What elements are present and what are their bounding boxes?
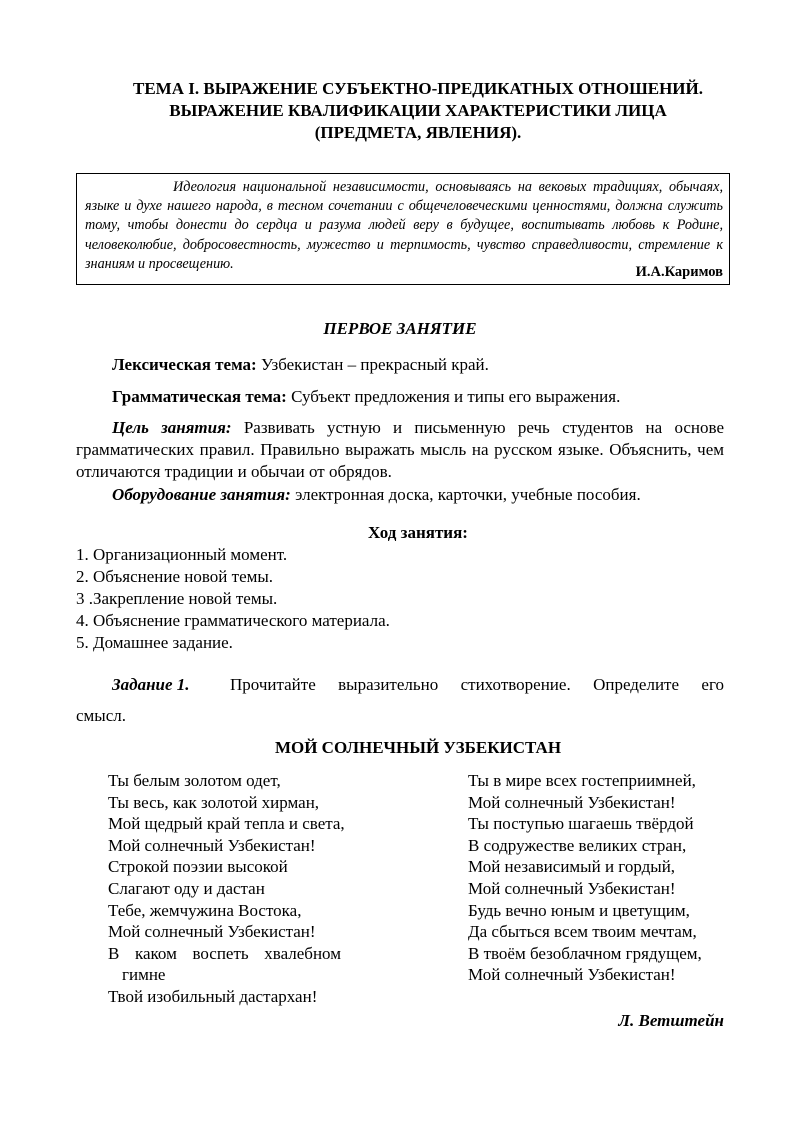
lesson-title: ПЕРВОЕ ЗАНЯТИЕ <box>323 319 477 338</box>
poem-line: Ты весь, как золотой хирман, <box>108 792 320 812</box>
lesson-equipment-value: электронная доска, карточки, учебные пособия. <box>290 485 641 504</box>
lesson-equipment <box>112 484 641 506</box>
grammar-topic-label: Грамматическая тема: <box>112 387 287 406</box>
lexical-topic-label: Лексическая тема: <box>112 355 257 374</box>
poem-line: Да сбыться всем твоим мечтам, <box>468 922 697 942</box>
poem-author: Л. Ветштейн <box>618 1011 724 1030</box>
poem-line: Тебе, жемчужина Востока, <box>108 900 302 920</box>
poem-line: Мой солнечный Узбекистан! <box>468 965 676 985</box>
poem-line: Мой солнечный Узбекистан! <box>108 835 316 855</box>
poem-line: Мой солнечный Узбекистан! <box>468 792 676 812</box>
poem-line: Мой независимый и гордый, <box>468 857 676 877</box>
course-list-item: 1. Организационный момент. <box>76 545 288 564</box>
lesson-goal-label: Цель занятия: <box>112 418 232 437</box>
task1-line1 <box>112 674 724 696</box>
topic-heading-line-1: ТЕМА I. ВЫРАЖЕНИЕ СУБЪЕКТНО-ПРЕДИКАТНЫХ ОТНОШЕНИЙ. <box>133 79 703 98</box>
topic-heading-line-2: ВЫРАЖЕНИЕ КВАЛИФИКАЦИИ ХАРАКТЕРИСТИКИ ЛИЦА <box>169 101 667 120</box>
topic-heading <box>60 78 776 144</box>
course-list-item: 5. Домашнее задание. <box>76 633 233 652</box>
poem-line: Мой солнечный Узбекистан! <box>468 878 676 898</box>
course-list-item: 4. Объяснение грамматического материала. <box>76 611 390 630</box>
topic-heading-line-3: (ПРЕДМЕТА, ЯВЛЕНИЯ). <box>314 123 522 142</box>
poem-line: В твоём безоблачном грядущем, <box>468 943 702 963</box>
task1-line2: смысл. <box>76 706 127 725</box>
poem-line: Ты белым золотом одет, <box>108 771 281 790</box>
poem-title: МОЙ СОЛНЕЧНЫЙ УЗБЕКИСТАН <box>274 738 562 757</box>
course-title: Ход занятия: <box>368 523 468 542</box>
poem-line: Будь вечно юным и цветущим, <box>468 900 690 920</box>
task1-text: Прочитайте выразительно стихотворение. Определите его <box>230 675 724 694</box>
poem-left-column <box>108 770 345 1008</box>
grammar-topic <box>112 386 620 408</box>
poem-line: Мой щедрый край тепла и света, <box>108 814 345 834</box>
lesson-goal-value: Развивать устную и письменную речь студентов на основе грамматических правил. Правильно выражать мысль на русском языке. Объяснить, чем отличаются традиции и обычаи от обрядов. <box>76 418 725 481</box>
poem-line: Мой солнечный Узбекистан! <box>108 922 316 942</box>
lesson-equipment-label: Оборудование занятия: <box>112 485 291 504</box>
course-list-item: 2. Объяснение новой темы. <box>76 567 274 586</box>
poem-line: гимне <box>122 965 166 985</box>
lexical-topic-value: Узбекистан – прекрасный край. <box>256 355 489 374</box>
poem-line: Твой изобильный дастархан! <box>108 986 318 1006</box>
epigraph-author: И.А.Каримов <box>635 264 723 280</box>
task1-label: Задание 1. <box>112 675 190 694</box>
lexical-topic <box>112 354 489 376</box>
lesson-goal <box>76 417 724 483</box>
course-list-item: 3 .Закрепление новой темы. <box>76 589 278 608</box>
poem-line: В каком воспеть хвалебном <box>108 943 341 963</box>
poem-line: Ты поступью шагаешь твёрдой <box>468 814 694 834</box>
poem-right-column <box>468 770 702 986</box>
poem-line: В содружестве великих стран, <box>468 835 687 855</box>
epigraph-box <box>76 173 730 285</box>
poem-line: Слагают оду и дастан <box>108 878 265 898</box>
course-list <box>76 544 390 654</box>
poem-line: Строкой поэзии высокой <box>108 857 288 877</box>
grammar-topic-value: Субъект предложения и типы его выражения. <box>286 387 621 406</box>
epigraph-text: Идеология национальной независимости, основываясь на вековых традициях, обычаях, языке и духе нашего народа, в тесном сочетании с общечеловеческими ценностями, должна служить тому, чтобы донести до сердца и разума людей веру в будущее, воспитывать любовь к Родине, человеколюбие, добросовестность, мужество и терпимость, чувство справедливости, стремление к знаниям и просвещению. <box>85 179 723 272</box>
poem-line: Ты в мире всех гостеприимней, <box>468 771 696 790</box>
